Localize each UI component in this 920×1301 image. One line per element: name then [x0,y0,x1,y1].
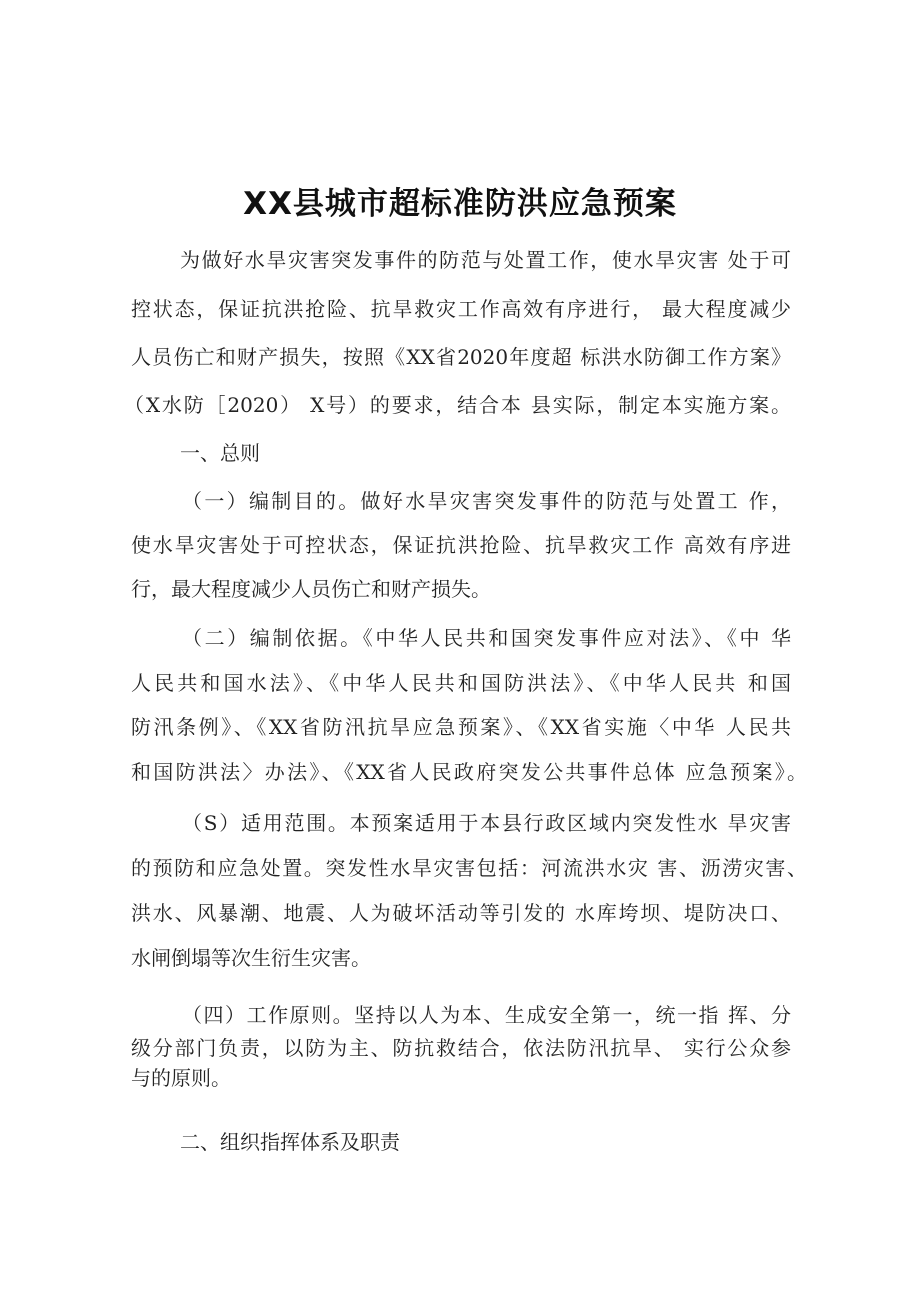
document-title: XX县城市超标准防洪应急预案 [243,186,677,222]
purpose-line-1: （一）编制目的。做好水旱灾害突发事件的防范与处置工 作， [182,489,791,513]
section-heading-organization: 二、组织指挥体系及职责 [180,1130,400,1154]
purpose-line-2: 使水旱灾害处于可控状态，保证抗洪抢险、抗旱救灾工作 高效有序进 [131,533,791,557]
intro-line-2: 控状态，保证抗洪抢险、抗旱救灾工作高效有序进行， 最大程度减少 [131,297,791,321]
scope-line-2: 的预防和应急处置。突发性水旱灾害包括：河流洪水灾 害、沥涝灾害、 [131,856,807,880]
basis-line-1: （二）编制依据。《中华人民共和国突发事件应对法》、《中 华 [182,626,791,650]
scope-line-3: 洪水、风暴潮、地震、人为破坏活动等引发的 水库垮坝、堤防决口、 [131,901,791,925]
basis-line-2: 人民共和国水法》、《中华人民共和国防洪法》、《中华人民共 和国 [131,671,791,695]
intro-line-4: （X水防［2020） X号）的要求，结合本 县实际，制定本实施方案。 [124,393,791,417]
intro-line-1: 为做好水旱灾害突发事件的防范与处置工作，使水旱灾害 处于可 [180,248,791,272]
basis-line-3: 防汛条例》、《XX省防汛抗旱应急预案》、《XX省实施〈中华 人民共 [131,715,791,739]
principles-line-1: （四）工作原则。坚持以人为本、生成安全第一，统一指 挥、分 [182,1003,791,1027]
principles-line-3: 与的原则。 [131,1066,231,1090]
section-heading-general: 一、总则 [180,441,260,465]
intro-line-3: 人员伤亡和财产损失，按照《XX省2020年度超 标洪水防御工作方案》 [131,345,791,369]
purpose-line-3: 行，最大程度减少人员伤亡和财产损失。 [131,577,491,601]
scope-line-4: 水闸倒塌等次生衍生灾害。 [131,946,371,970]
scope-line-1: （S）适用范围。本预案适用于本县行政区域内突发性水 旱灾害 [182,811,791,835]
basis-line-4: 和国防洪法〉办法》、《XX省人民政府突发公共事件总体 应急预案》。 [131,760,807,784]
principles-line-2: 级分部门负责，以防为主、防抗救结合，依法防汛抗旱、 实行公众参 [131,1036,791,1060]
